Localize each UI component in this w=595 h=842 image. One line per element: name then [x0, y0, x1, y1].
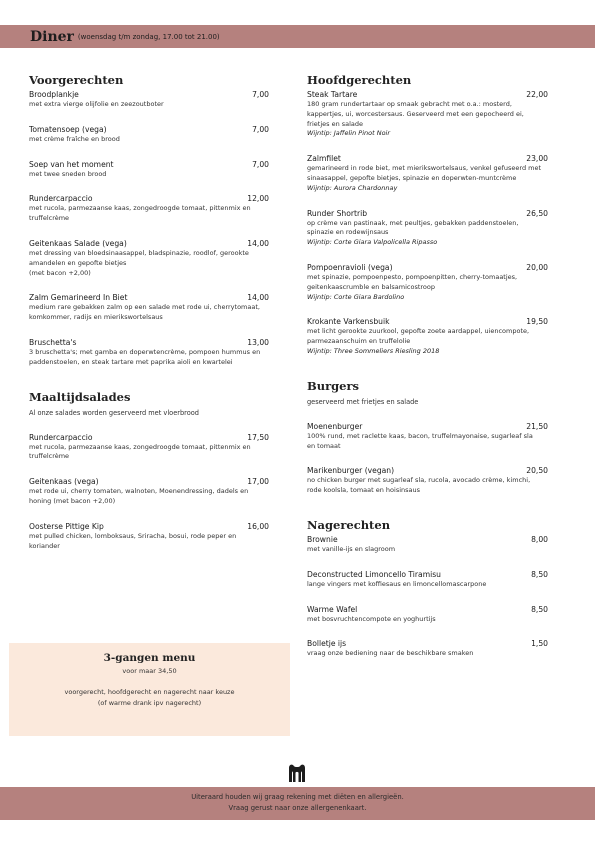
opening-hours: (woensdag t/m zondag, 17.00 tot 21.00) — [77, 32, 220, 41]
section-title-nagerechten: Nagerechten — [307, 517, 391, 532]
wine-tip: Wijntip: Three Sommeliers Riesling 2018 — [307, 346, 440, 355]
menu-item — [307, 604, 548, 625]
item-description: met rode ui, cherry tomaten, walnoten, Moenendressing, dadels en honing (met bacon +2,00) — [29, 487, 249, 505]
footer-band — [0, 787, 595, 820]
menu-item — [29, 521, 269, 552]
three-course-description: voorgerecht, hoofdgerecht en nagerecht naar keuze — [64, 688, 235, 696]
menu-item — [29, 238, 269, 278]
item-name: Zalm Gemarineerd In Biet — [29, 293, 128, 303]
item-price: 8,50 — [531, 569, 548, 579]
menu-item — [307, 262, 548, 302]
item-name: Moenenburger — [307, 421, 363, 431]
allergy-note: Uiteraard houden wij graag rekening met diëten en allergieën. — [191, 793, 404, 801]
restaurant-logo-icon — [286, 762, 308, 784]
item-price: 20,50 — [526, 466, 548, 476]
item-price: 26,50 — [526, 208, 548, 218]
three-course-note: (of warme drank ipv nagerecht) — [97, 699, 202, 707]
item-name: Broodplankje — [29, 90, 79, 99]
menu-item — [307, 534, 548, 555]
three-course-price: voor maar 34,50 — [122, 667, 177, 675]
menu-item — [307, 638, 548, 659]
item-description: vraag onze bediening naar de beschikbare smaken — [307, 649, 474, 658]
item-price: 19,50 — [526, 317, 548, 327]
page-title: Diner — [30, 28, 74, 45]
item-price: 14,00 — [247, 238, 269, 248]
item-description: no chicken burger met sugarleaf sla, rucola, avocado crème, kimchi, rode koolsla, tomaat en hoisinsaus — [307, 476, 531, 495]
item-name: Brownie — [307, 534, 338, 544]
item-description: met dressing van bloedsinaasappel, bladspinazie, roodlof, gerookte amandelen en gepofte bietjes — [29, 248, 249, 267]
menu-item — [29, 337, 269, 368]
item-price: 20,00 — [526, 262, 548, 272]
menu-item — [307, 421, 548, 452]
item-name: Soep van het moment — [29, 159, 114, 169]
item-price: 8,50 — [531, 604, 548, 614]
menu-item — [29, 292, 269, 323]
right-column — [307, 73, 548, 659]
item-price: 16,00 — [247, 521, 269, 531]
menu-item — [29, 159, 269, 180]
item-price: 23,00 — [526, 154, 548, 164]
item-description: 180 gram rundertartaar op smaak gebracht met o.a.: mosterd, kappertjes, ui, worcestersaus. Geserveerd met een gepocheerd ei, frietjes en salade — [307, 100, 524, 128]
item-price: 21,50 — [526, 421, 548, 431]
item-price: 17,50 — [247, 432, 269, 442]
item-description: met vanille-ijs en slagroom — [307, 544, 396, 553]
item-description: met extra vierge olijfolie en zeezoutboter — [29, 100, 164, 108]
item-description: medium rare gebakken zalm op een salade met rode ui, cherrytomaat, komkommer, radijs en mierikswortelsaus — [29, 303, 260, 322]
item-price: 7,00 — [252, 90, 269, 99]
item-description: op crème van pastinaak, met peultjes, gebakken paddenstoelen, spinazie en rodewijnsaus — [307, 218, 519, 237]
item-price: 8,00 — [531, 534, 548, 544]
menu-item — [307, 89, 548, 139]
three-course-title: 3-gangen menu — [103, 652, 196, 664]
item-name: Steak Tartare — [307, 90, 358, 99]
item-price: 14,00 — [247, 293, 269, 303]
item-price: 1,50 — [531, 639, 548, 649]
item-description: met spinazie, pompoenpesto, pompoenpitten, cherry-tomaatjes, geitenkaascrumble en balsamicostroop — [307, 272, 518, 291]
header-band — [0, 25, 595, 48]
item-price: 7,00 — [252, 124, 269, 134]
section-title-hoofdgerechten: Hoofdgerechten — [307, 73, 412, 87]
menu-item — [29, 89, 269, 110]
item-price: 22,00 — [526, 90, 548, 99]
wine-tip: Wijntip: Corte Giara Valpolicella Ripasso — [307, 238, 438, 247]
item-name: Pompoenravioli (vega) — [307, 262, 393, 272]
item-price: 17,00 — [247, 477, 269, 487]
menu-item — [29, 476, 269, 507]
item-name: Warme Wafel — [307, 604, 358, 614]
menu-item — [29, 432, 269, 463]
item-name: Rundercarpaccio — [29, 432, 93, 442]
item-extra: (met bacon +2,00) — [29, 268, 91, 277]
item-name: Oosterse Pittige Kip — [29, 521, 104, 531]
item-description: lange vingers met koffiesaus en limoncellomascarpone — [307, 579, 487, 588]
menu-item — [307, 465, 548, 496]
item-name: Geitenkaas (vega) — [29, 477, 99, 487]
section-intro: Al onze salades worden geserveerd met vloerbrood — [29, 408, 199, 417]
wine-tip: Wijntip: Jaffelin Pinot Noir — [307, 129, 391, 138]
section-title-burgers: Burgers — [307, 378, 360, 393]
item-price: 12,00 — [247, 194, 269, 204]
item-price: 7,00 — [252, 159, 269, 169]
menu-item — [307, 316, 548, 356]
item-description: met crème fraîche en brood — [29, 134, 120, 143]
item-name: Runder Shortrib — [307, 208, 368, 218]
item-name: Geitenkaas Salade (vega) — [29, 238, 127, 248]
item-name: Zalmfilet — [307, 154, 341, 164]
three-course-menu-box — [9, 643, 290, 736]
item-description: met twee sneden brood — [29, 169, 107, 178]
menu-item — [307, 153, 548, 193]
item-description: 3 bruschetta's; met gamba en doperwtencrème, pompoen hummus en paddenstoelen, en steak tartare met paprika aioli en kwartelei — [29, 347, 261, 366]
item-name: Marikenburger (vegan) — [307, 466, 395, 476]
item-description: met rucola, parmezaanse kaas, zongedroogde tomaat, pittenmix en truffelcrème — [29, 204, 251, 223]
section-title-maaltijdsalades: Maaltijdsalades — [29, 389, 131, 404]
section-intro: geserveerd met frietjes en salade — [307, 397, 419, 406]
item-name: Tomatensoep (vega) — [29, 124, 107, 134]
item-description: met rucola, parmezaanse kaas, zongedroogde tomaat, pittenmix en truffelcrème — [29, 442, 251, 461]
left-column — [29, 73, 269, 551]
menu-item — [29, 193, 269, 224]
item-name: Bolletje ijs — [307, 639, 347, 649]
menu-item — [29, 124, 269, 145]
item-name: Bruschetta's — [29, 337, 77, 347]
item-description: met pulled chicken, lomboksaus, Sriracha, bosui, rode peper en koriander — [29, 531, 237, 550]
item-name: Rundercarpaccio — [29, 194, 93, 204]
item-name: Deconstructed Limoncello Tiramisu — [307, 569, 441, 579]
section-title-voorgerechten: Voorgerechten — [29, 73, 124, 87]
item-description: met bosvruchtencompote en yoghurtijs — [307, 614, 436, 623]
item-description: met licht gerookte zuurkool, gepofte zoete aardappel, uiencompote, parmezaanschuim en truffelolie — [307, 327, 530, 346]
menu-item — [307, 569, 548, 590]
wine-tip: Wijntip: Corte Giara Bardolino — [307, 292, 405, 301]
allergy-card-note: Vraag gerust naar onze allergenenkaart. — [228, 804, 367, 812]
item-description: 100% rund, met raclette kaas, bacon, truffelmayonaise, sugarleaf sla en tomaat — [307, 431, 533, 450]
menu-item — [307, 208, 548, 248]
wine-tip: Wijntip: Aurora Chardonnay — [307, 183, 398, 192]
item-name: Krokante Varkensbuik — [307, 317, 390, 327]
item-price: 13,00 — [247, 337, 269, 347]
item-description: gemarineerd in rode biet, met mierikswortelsaus, venkel gefuseerd met sinaasappel, gepofte bietjes, spinazie en doperwten-muntcrème — [307, 164, 542, 182]
